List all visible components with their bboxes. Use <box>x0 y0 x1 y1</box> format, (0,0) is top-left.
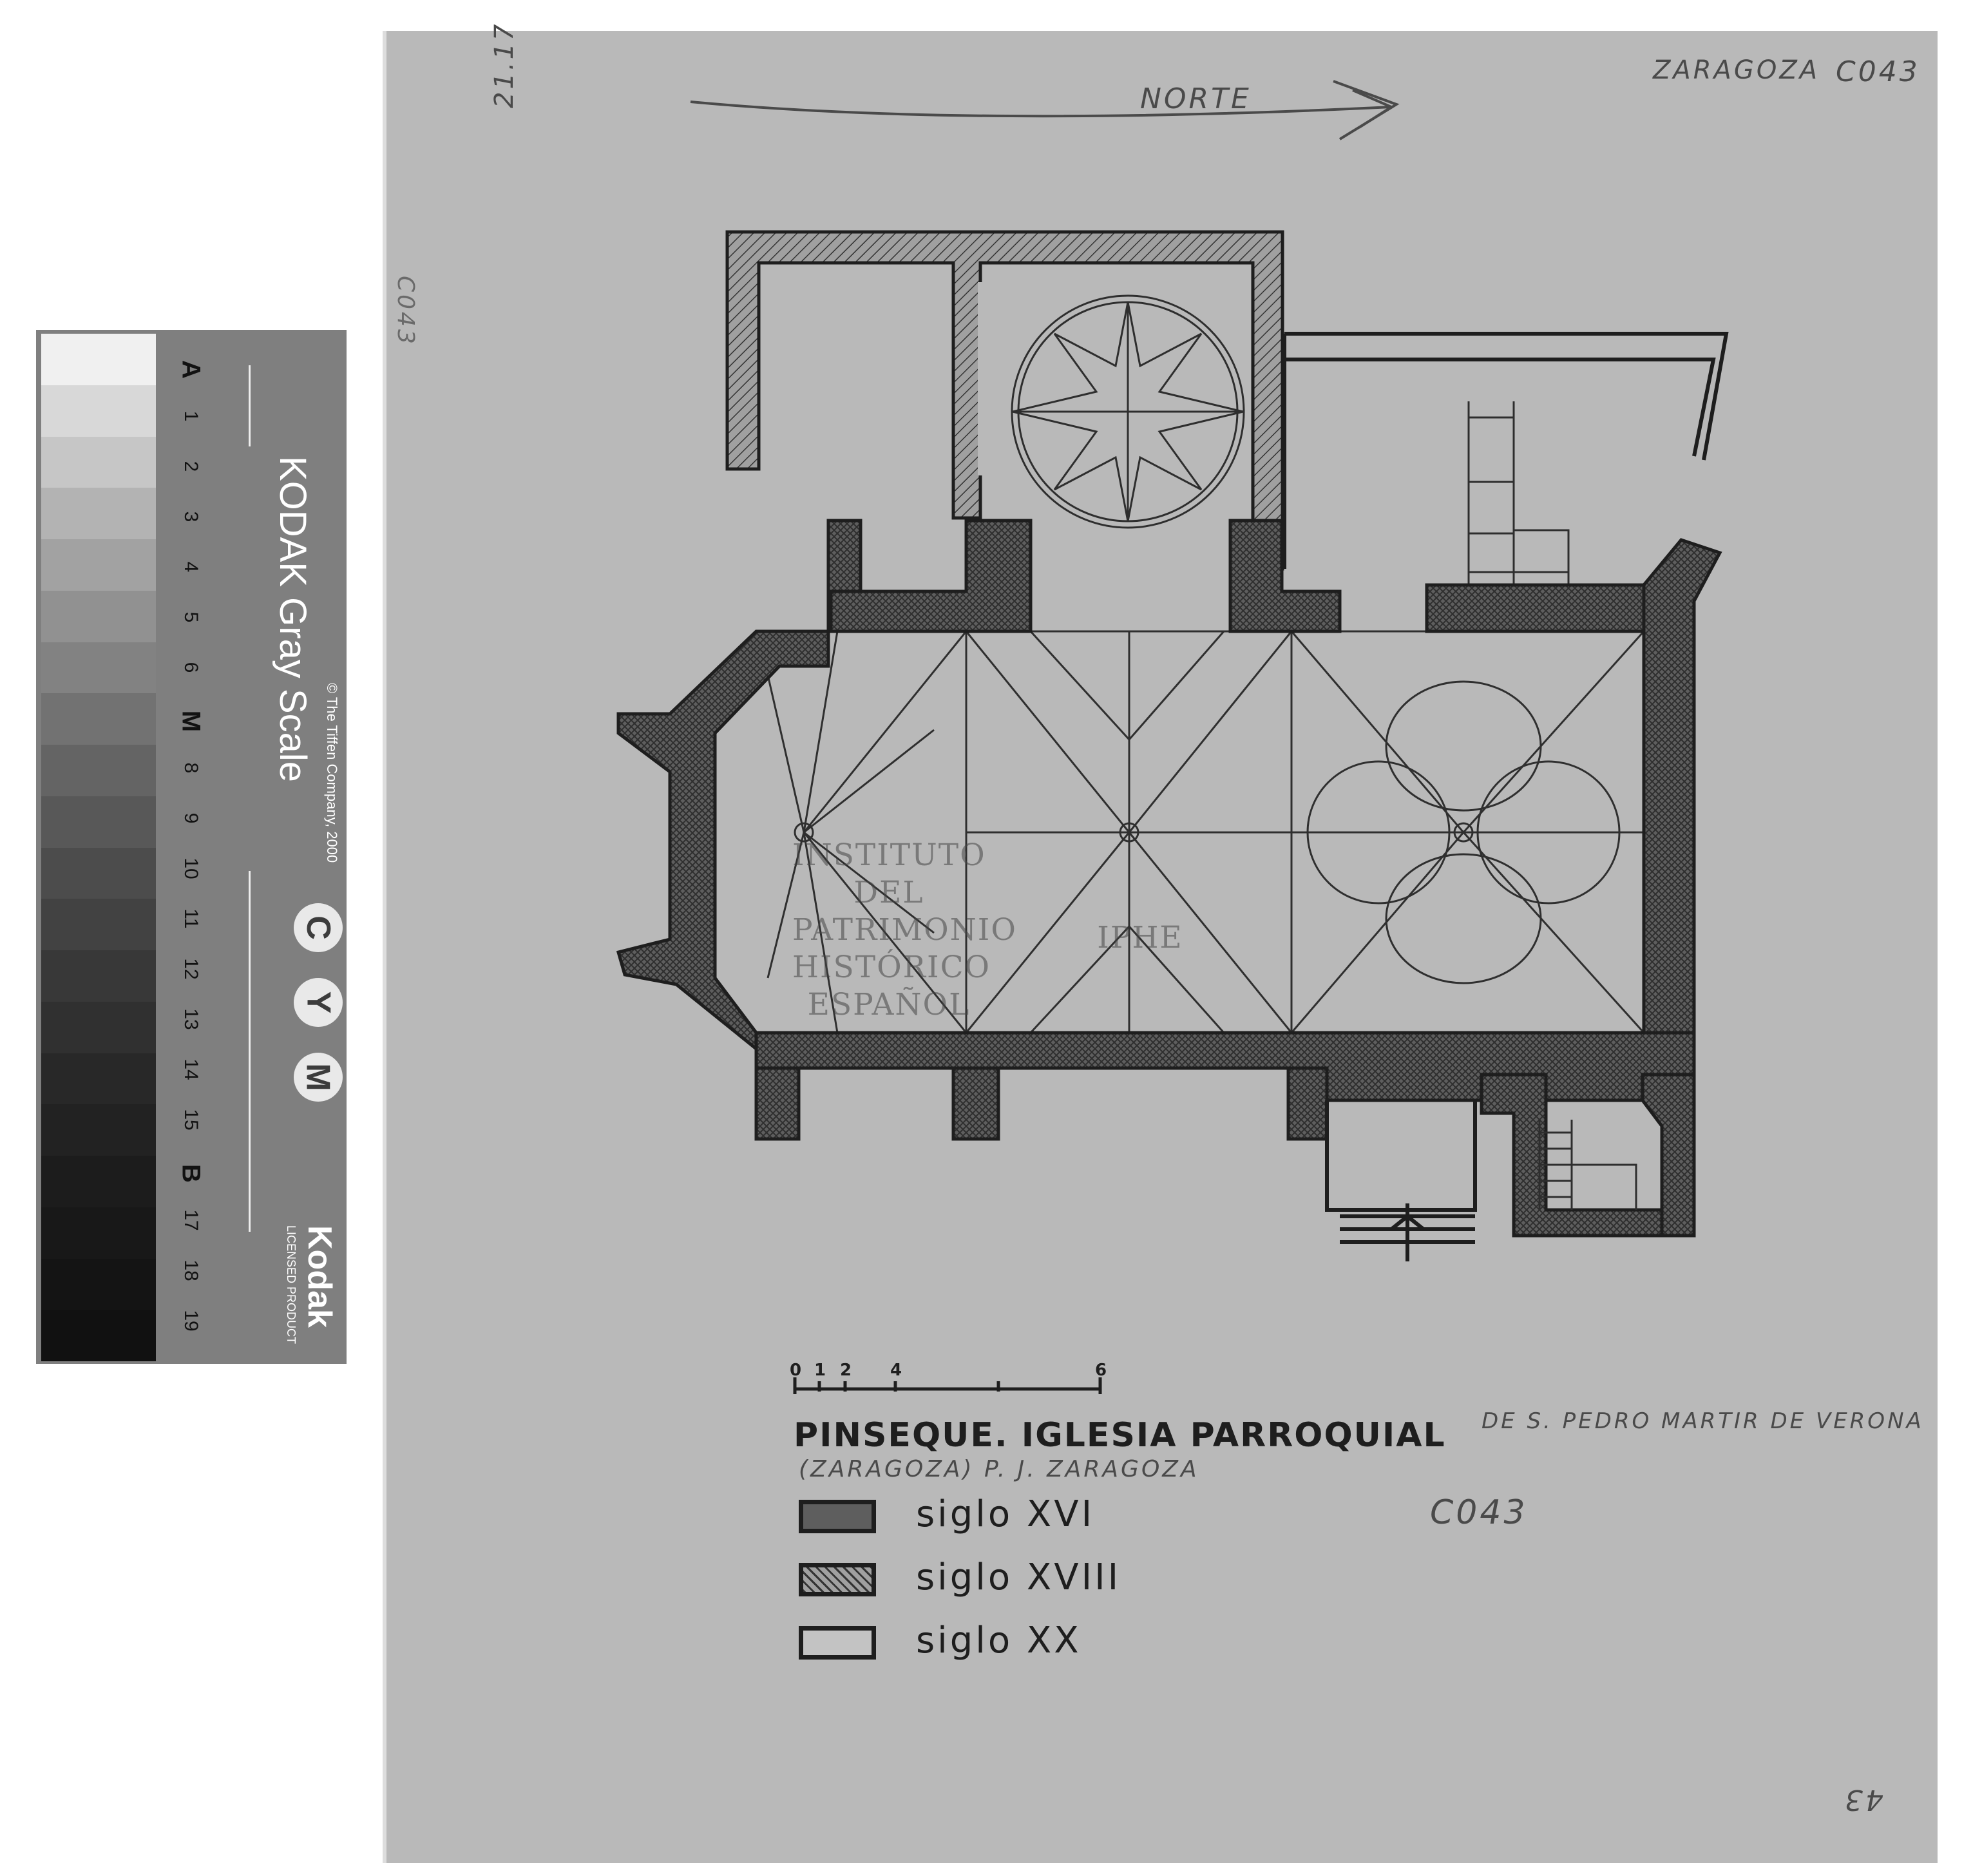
kodak-gray-scale-card <box>36 330 347 1364</box>
gray-patch <box>41 488 156 539</box>
scale-label-0: 0 <box>790 1361 802 1380</box>
gray-scale-label: 11 <box>180 908 202 929</box>
title-rule-bottom <box>249 871 251 1232</box>
oval-chapel <box>1012 296 1244 528</box>
legend-swatch-xviii <box>799 1563 876 1596</box>
gray-patch <box>41 1310 156 1361</box>
gray-scale-label: 17 <box>180 1209 202 1231</box>
nave-walls <box>618 521 1720 1139</box>
gray-scale-label: 13 <box>180 1008 202 1030</box>
gray-patch <box>41 848 156 899</box>
watermark-line-1: INSTITUTO <box>792 838 986 873</box>
gray-scale-labels <box>158 343 223 1361</box>
gray-patch <box>41 693 156 745</box>
gray-scale-label: A <box>176 360 205 379</box>
scale-label-6: 6 <box>1095 1361 1107 1380</box>
gray-patch <box>41 642 156 694</box>
drawing-title: PINSEQUE. IGLESIA PARROQUIAL <box>794 1416 1446 1455</box>
gray-patch <box>41 334 156 385</box>
gray-patch <box>41 539 156 591</box>
east-annex-stair <box>1469 401 1568 585</box>
sacristy-stair <box>1539 1120 1636 1210</box>
gray-scale-label: 15 <box>180 1109 202 1131</box>
gray-patch <box>41 899 156 950</box>
watermark-line-2: DEL <box>853 875 924 910</box>
code-note-top: C043 <box>1836 55 1920 88</box>
gray-patch <box>41 796 156 848</box>
margin-number: 21.17 <box>490 21 519 108</box>
gray-scale-label: M <box>176 710 205 732</box>
gray-scale-label: 3 <box>180 511 202 522</box>
south-porch <box>1327 1100 1475 1261</box>
gray-patch-strip <box>41 334 156 1361</box>
gray-scale-label: B <box>176 1164 205 1183</box>
handwritten-code: C043 <box>1430 1493 1528 1532</box>
gray-scale-label: 5 <box>180 611 202 623</box>
gray-patch <box>41 385 156 437</box>
magenta-patch: M <box>294 1053 343 1102</box>
watermark-line-3: PATRIMONIO <box>792 912 1017 948</box>
north-arrow <box>691 81 1396 139</box>
gray-scale-label: 8 <box>180 762 202 774</box>
gray-patch <box>41 1259 156 1310</box>
gray-scale-label: 19 <box>180 1310 202 1332</box>
legend-swatch-xvi <box>799 1500 876 1533</box>
scale-label-1: 1 <box>814 1361 826 1380</box>
legend-label-xx: siglo XX <box>916 1620 1082 1661</box>
gray-patch <box>41 1104 156 1156</box>
north-label: NORTE <box>1140 82 1252 115</box>
gray-scale-label: 14 <box>180 1058 202 1080</box>
gray-scale-label: 6 <box>180 662 202 673</box>
gray-scale-label: 10 <box>180 857 202 879</box>
gray-patch <box>41 1156 156 1207</box>
gray-scale-label: 12 <box>180 958 202 980</box>
watermark-line-4: HISTÓRICO <box>792 950 991 985</box>
gray-patch <box>41 1002 156 1053</box>
gray-patch <box>41 950 156 1002</box>
title-handwritten-extension: DE S. PEDRO MARTIR DE VERONA <box>1482 1408 1924 1434</box>
legend-swatch-xx <box>799 1626 876 1660</box>
legend-label-xvi: siglo XVI <box>916 1493 1095 1535</box>
gray-scale-label: 9 <box>180 812 202 824</box>
city-note: ZARAGOZA <box>1653 55 1820 85</box>
kodak-logo: Kodak <box>301 1225 338 1328</box>
legend-label-xviii: siglo XVIII <box>916 1556 1121 1598</box>
gray-scale-title: KODAK Gray Scale <box>272 456 314 783</box>
gray-patch <box>41 1053 156 1105</box>
watermark-line-5: ESPAÑOL <box>807 987 971 1022</box>
title-handwritten-subtitle: (ZARAGOZA) P. J. ZARAGOZA <box>799 1456 1199 1482</box>
annex-door-opening <box>978 282 991 475</box>
gray-patch <box>41 437 156 488</box>
gray-scale-label: 1 <box>180 410 202 422</box>
scale-label-4: 4 <box>890 1361 902 1380</box>
scale-label-2: 2 <box>840 1361 852 1380</box>
page-number: 43 <box>1842 1783 1883 1816</box>
yellow-patch: Y <box>294 978 343 1027</box>
drawing-sheet <box>383 21 1938 1863</box>
gray-scale-label: 4 <box>180 561 202 573</box>
licensed-product-note: LICENSED PRODUCT <box>285 1225 298 1345</box>
gray-patch <box>41 591 156 642</box>
gray-scale-label: 2 <box>180 461 202 472</box>
copyright-note: © The Tiffen Company, 2000 <box>324 683 340 863</box>
gray-scale-label: 18 <box>180 1259 202 1281</box>
title-rule-top <box>249 365 251 446</box>
gray-patch <box>41 745 156 796</box>
watermark-seal: IPHE <box>1097 920 1183 955</box>
cyan-patch: C <box>294 903 343 952</box>
gray-patch <box>41 1207 156 1259</box>
margin-code: C043 <box>392 276 419 347</box>
